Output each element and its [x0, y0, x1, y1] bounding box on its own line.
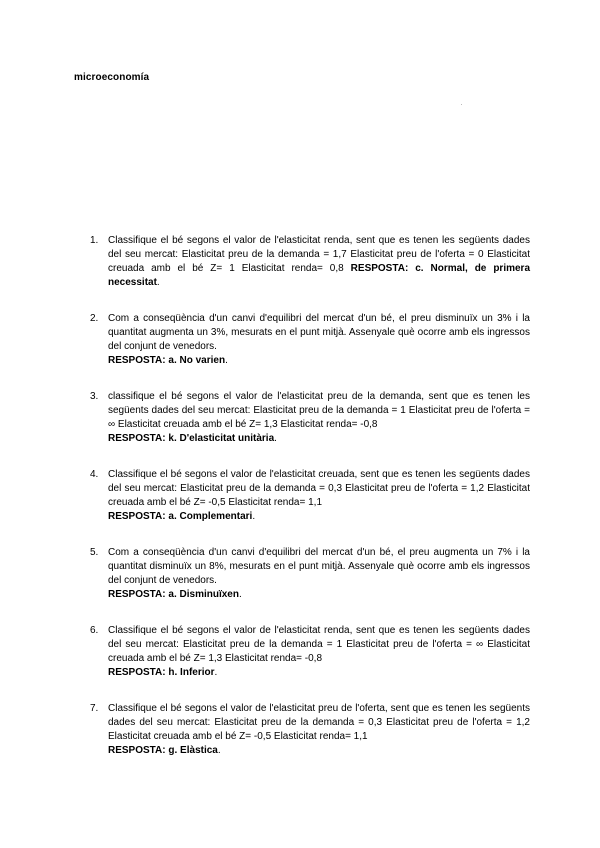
question-text: Classifique el bé segons el valor de l'elasticitat renda, sent que es tenen les següents dades del seu mercat: Elasticitat preu de la demanda = 1 Elasticitat preu de l'oferta = ∞ Elasticitat creuada amb el bé Z= 1,3 Elasticitat renda= -0,8	[108, 625, 530, 664]
answer-value: a. Complementari	[168, 511, 253, 522]
question-item	[0, 234, 530, 290]
answer-label: RESPOSTA:	[108, 433, 166, 444]
question-text: Classifique el bé segons el valor de l'elasticitat preu de l'oferta, sent que es tenen les següents dades del seu mercat: Elasticitat preu de la demanda = 0,3 Elasticitat preu de l'oferta = 1,2 Elasticitat creuada amb el bé Z= -0,5 Elasticitat renda= 1,1	[108, 703, 530, 742]
answer-label: RESPOSTA:	[108, 511, 166, 522]
answer-label: RESPOSTA:	[108, 745, 166, 756]
answer-label: RESPOSTA:	[350, 263, 409, 274]
question-text: Com a conseqüència d'un canvi d'equilibri del mercat d'un bé, el preu disminuïx un 3% i la quantitat augmenta un 3%, mesurats en el punt mitjà. Assenyale què ocorre amb els ingressos del conjunt de venedors.	[108, 313, 530, 352]
answer-end: .	[252, 511, 256, 522]
question-number: 6.	[90, 625, 99, 636]
answer-value: h. Inferior	[168, 667, 215, 678]
page-speck	[461, 104, 462, 105]
answer-value: k. D'elasticitat unitària	[168, 433, 275, 444]
answer-label: RESPOSTA:	[108, 667, 166, 678]
answer-end: .	[238, 589, 242, 600]
question-number: 7.	[90, 703, 99, 714]
answer-line	[108, 744, 530, 758]
answer-end: .	[156, 277, 160, 288]
answer-label: RESPOSTA:	[108, 589, 166, 600]
question-number: 1.	[90, 235, 99, 246]
answer-end: .	[217, 745, 221, 756]
answer-line	[108, 666, 530, 680]
question-number: 5.	[90, 547, 99, 558]
answer-value: g. Elàstica	[168, 745, 218, 756]
question-text: Classifique el bé segons el valor de l'elasticitat creuada, sent que es tenen les següents dades del seu mercat: Elasticitat preu de la demanda = 0,3 Elasticitat preu de l'oferta = 1,2 Elasticitat creuada amb el bé Z= -0,5 Elasticitat renda= 1,1	[108, 469, 530, 508]
question-item	[0, 624, 530, 680]
answer-label: RESPOSTA:	[108, 355, 166, 366]
answer-value: c. Normal, de primera necessitat	[108, 263, 531, 288]
question-text: classifique el bé segons el valor de l'elasticitat preu de la demanda, sent que es tenen les següents dades del seu mercat: Elasticitat preu de la demanda = 1 Elasticitat preu de l'oferta = ∞ Elasticitat creuada amb el bé Z= 1,3 Elasticitat renda= -0,8	[108, 391, 530, 430]
question-item	[0, 468, 530, 524]
answer-end: .	[274, 433, 277, 444]
answer-line	[108, 354, 530, 368]
answer-line	[108, 588, 530, 602]
question-text: Classifique el bé segons el valor de l'elasticitat renda, sent que es tenen les següents dades del seu mercat: Elasticitat preu de la demanda = 1,7 Elasticitat preu de l'oferta = 0 Elasticitat creuada amb el bé Z= 1 Elasticitat renda= 0,8	[108, 235, 530, 274]
questions-list	[0, 234, 600, 780]
answer-line	[108, 432, 530, 446]
question-number: 2.	[90, 313, 99, 324]
question-item	[0, 390, 530, 446]
answer-line	[108, 510, 530, 524]
answer-end: .	[225, 355, 228, 366]
question-item	[0, 546, 530, 602]
question-item	[0, 312, 530, 368]
question-text: Com a conseqüència d'un canvi d'equilibri del mercat d'un bé, el preu augmenta un 7% i la quantitat disminuïx un 8%, mesurats en el punt mitjà. Assenyale què ocorre amb els ingressos del conjunt de venedors.	[108, 547, 530, 586]
document-title: microeconomía	[74, 72, 150, 83]
answer-value: a. Disminuïxen	[168, 589, 239, 600]
answer-value: a. No varien	[168, 355, 226, 366]
question-item	[0, 702, 530, 758]
answer-end: .	[214, 667, 218, 678]
question-number: 4.	[90, 469, 99, 480]
question-number: 3.	[90, 391, 99, 402]
